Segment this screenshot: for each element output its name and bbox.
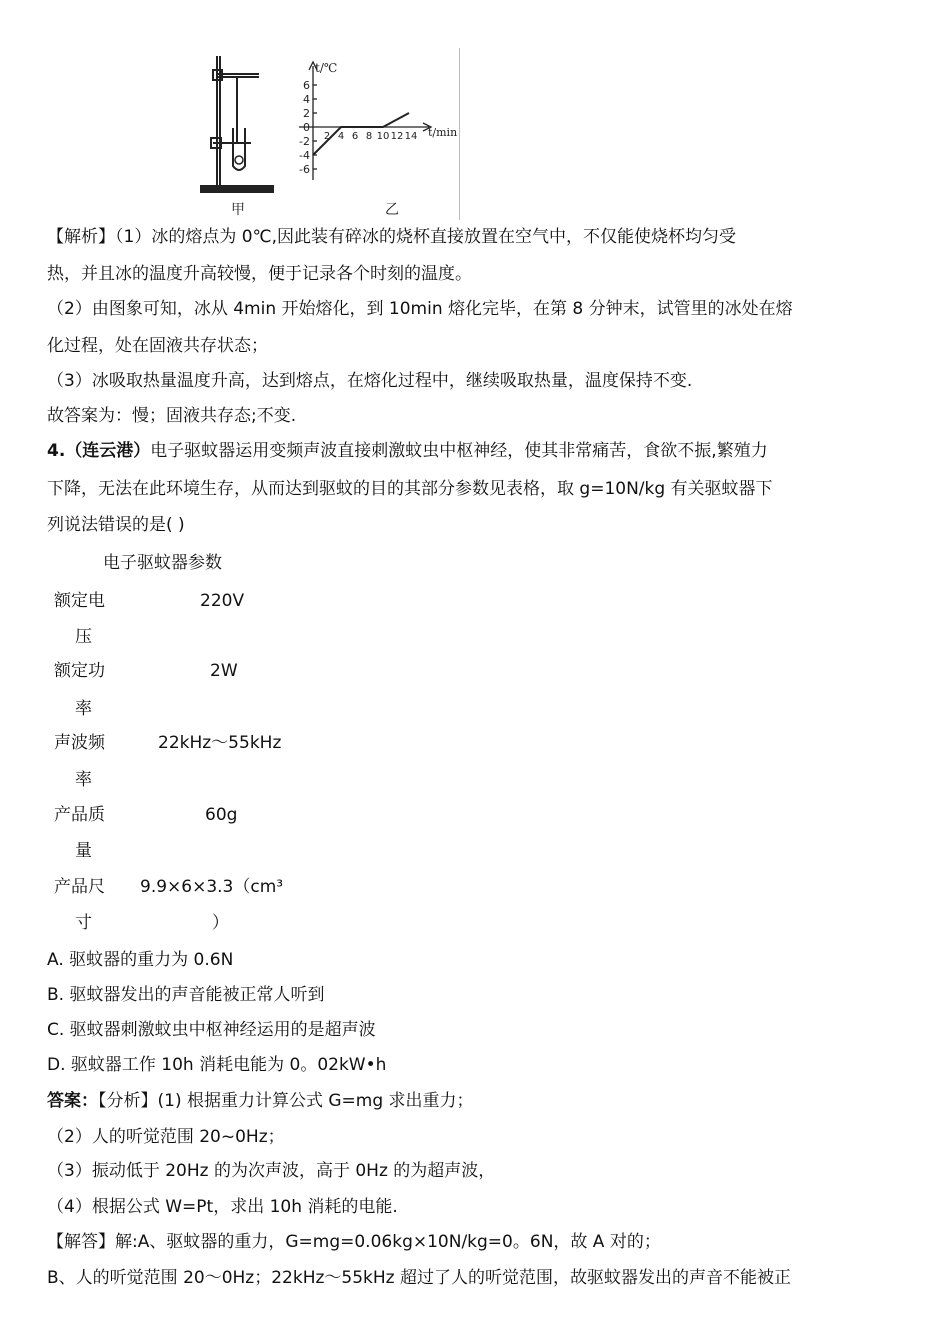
- analysis-line-4: 化过程，处在固液共存状态；: [47, 336, 268, 356]
- table-row-key: 产品质: [54, 805, 105, 825]
- temperature-graph: [299, 62, 431, 180]
- table-row-value: 60g: [205, 805, 238, 825]
- analysis-line-1: 【解析】（1）冰的熔点为 0℃,因此装有碎冰的烧杯直接放置在空气中，不仅能使烧杯均匀受: [47, 227, 737, 247]
- experiment-figure: [195, 48, 459, 220]
- figure-caption-right: 乙: [385, 202, 399, 218]
- y-tick: -6: [299, 163, 310, 176]
- y-tick: -2: [299, 135, 310, 148]
- table-row-key-cont: 率: [75, 699, 92, 719]
- x-tick: 8: [365, 131, 373, 142]
- option-a: A. 驱蚊器的重力为 0.6N: [47, 950, 234, 970]
- table-row-value: 2W: [210, 661, 238, 681]
- table-row-key-cont: 量: [75, 841, 92, 861]
- answer-label: 答案：: [47, 1091, 98, 1111]
- table-row-value: 9.9×6×3.3（cm³: [140, 877, 284, 897]
- y-tick: 2: [303, 107, 310, 120]
- x-tick: 2: [323, 131, 331, 142]
- question-line-2: 下降，无法在此环境生存，从而达到驱蚊的目的其部分参数见表格，取 g=10N/kg 有关驱蚊器下: [47, 479, 773, 499]
- figure-svg: [195, 48, 459, 220]
- table-row-key-cont: 压: [75, 627, 92, 647]
- table-row-key: 产品尺: [54, 877, 105, 897]
- x-tick: 4: [337, 131, 345, 142]
- table-row-value-cont: ）: [212, 913, 229, 933]
- analysis-line-6: 故答案为：慢；固液共存态;不变.: [47, 406, 297, 426]
- x-tick: 14: [404, 131, 418, 142]
- figure-border: [459, 48, 460, 220]
- table-title: 电子驱蚊器参数: [103, 553, 222, 573]
- table-row-value: 22kHz～55kHz: [158, 733, 282, 753]
- table-row-key: 声波频: [54, 733, 105, 753]
- answer-line-1: [47, 1090, 474, 1112]
- y-tick: 6: [303, 79, 310, 92]
- y-tick: -4: [299, 149, 310, 162]
- analysis-line-5: （3）冰吸取热量温度升高，达到熔点，在熔化过程中，继续吸取热量，温度保持不变.: [47, 371, 693, 391]
- x-tick: 10: [376, 131, 390, 142]
- answer-text: 【分析】(1) 根据重力计算公式 G=mg 求出重力；: [98, 1091, 474, 1111]
- answer-line-6: B、人的听觉范围 20～0Hz；22kHz～55kHz 超过了人的听觉范围，故驱蚊器发出的声音不能被正: [47, 1268, 791, 1288]
- answer-line-2: （2）人的听觉范围 20~0Hz；: [47, 1127, 285, 1147]
- option-b: B. 驱蚊器发出的声音能被正常人听到: [47, 985, 325, 1005]
- question-line-1: [47, 440, 768, 462]
- table-row-key-cont: 率: [75, 770, 92, 790]
- y-tick: 4: [303, 93, 310, 106]
- table-row-key: 额定电: [54, 591, 105, 611]
- figure-caption-left: 甲: [231, 202, 245, 218]
- table-row-key: 额定功: [54, 661, 105, 681]
- answer-line-4: （4）根据公式 W=Pt，求出 10h 消耗的电能.: [47, 1197, 398, 1217]
- iron-stand-drawing: [201, 56, 273, 192]
- answer-line-5: 【解答】解:A、驱蚊器的重力，G=mg=0.06kg×10N/kg=0。6N，故 A 对的；: [47, 1232, 661, 1252]
- answer-line-3: （3）振动低于 20Hz 的为次声波，高于 0Hz 的为超声波，: [47, 1161, 496, 1181]
- question-text: 电子驱蚊器运用变频声波直接刺激蚊虫中枢神经，使其非常痛苦，食欲不振,繁殖力: [150, 441, 768, 461]
- y-tick: 0: [303, 121, 310, 134]
- option-c: C. 驱蚊器刺激蚊虫中枢神经运用的是超声波: [47, 1020, 376, 1040]
- analysis-line-2: 热，并且冰的温度升高较慢，便于记录各个时刻的温度。: [47, 264, 472, 284]
- table-row-key-cont: 寸: [75, 913, 92, 933]
- x-tick: 12: [390, 131, 404, 142]
- graph-x-label: t/min: [428, 126, 458, 139]
- option-d: D. 驱蚊器工作 10h 消耗电能为 0。02kW•h: [47, 1055, 387, 1075]
- graph-y-label: t/℃: [315, 61, 338, 75]
- question-number: 4.（连云港）: [47, 441, 151, 461]
- analysis-line-3: （2）由图象可知，冰从 4min 开始熔化，到 10min 熔化完毕，在第 8 分钟末，试管里的冰处在熔: [47, 299, 793, 319]
- x-tick: 6: [351, 131, 359, 142]
- table-row-value: 220V: [200, 591, 245, 611]
- question-line-3: 列说法错误的是( ): [47, 515, 185, 535]
